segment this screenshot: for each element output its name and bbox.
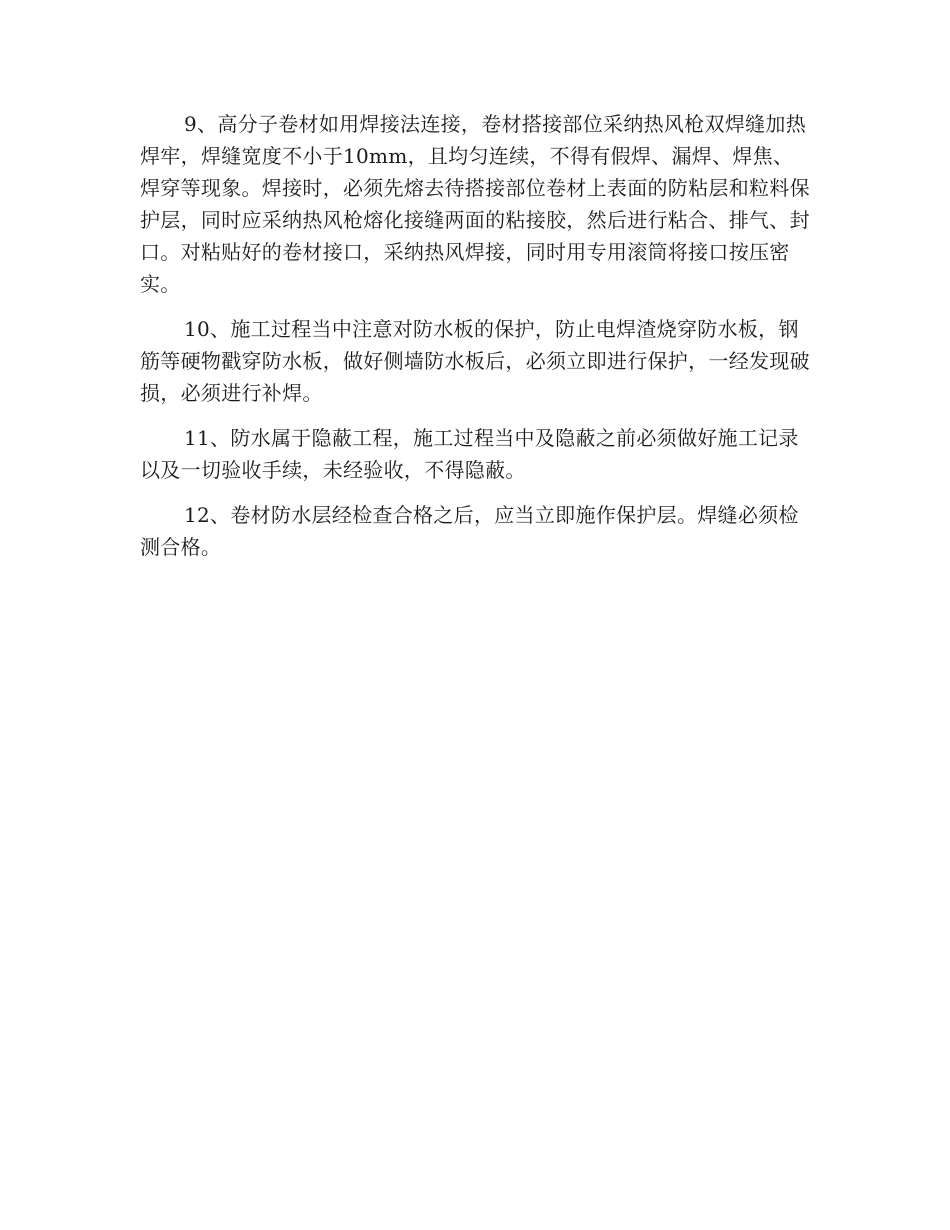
paragraph-item-9: 9、高分子卷材如用焊接法连接，卷材搭接部位采纳热风枪双焊缝加热焊牢，焊缝宽度不小于10mm，且均匀连续，不得有假焊、漏焊、焊焦、焊穿等现象。焊接时，必须先熔去待搭接部位卷材上表面的防粘层和粒料保护层，同时应采纳热风枪熔化接缝两面的粘接胶，然后进行粘合、排气、封口。对粘贴好的卷材接口，采纳热风焊接，同时用专用滚筒将接口按压密实。	[140, 112, 810, 296]
paragraph-item-12: 12、卷材防水层经检查合格之后，应当立即施作保护层。焊缝必须检测合格。	[140, 503, 799, 559]
paragraph-item-11: 11、防水属于隐蔽工程，施工过程当中及隐蔽之前必须做好施工记录以及一切验收手续，未经验收，不得隐蔽。	[140, 426, 799, 482]
document-body	[140, 108, 810, 576]
paragraph-item-10: 10、施工过程当中注意对防水板的保护，防止电焊渣烧穿防水板，钢筋等硬物戳穿防水板，做好侧墙防水板后，必须立即进行保护，一经发现破损，必须进行补焊。	[140, 317, 810, 405]
